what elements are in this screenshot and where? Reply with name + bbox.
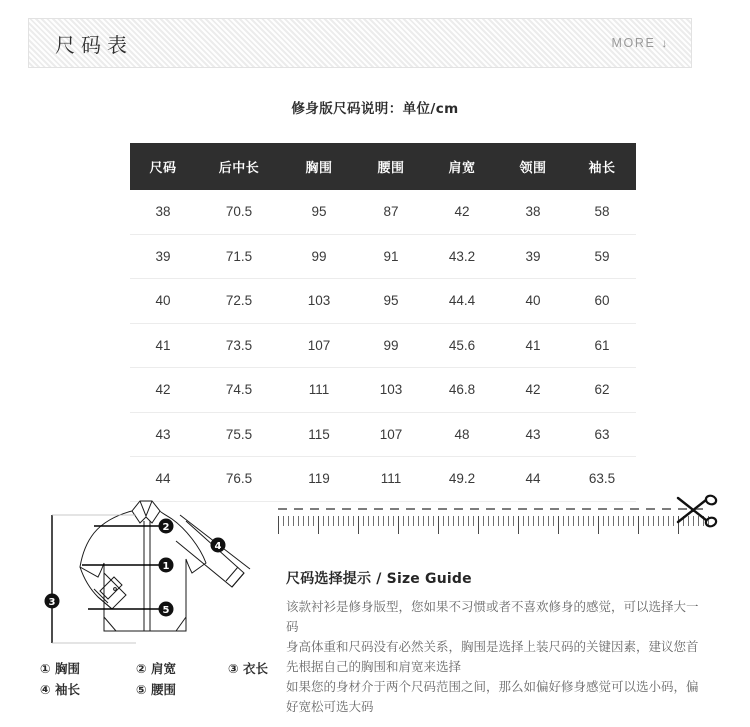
- svg-text:1: 1: [162, 561, 170, 572]
- svg-text:2: 2: [162, 522, 170, 533]
- cell-back-length: 72.5: [196, 279, 282, 324]
- column-header-shoulder: 肩宽: [426, 143, 498, 190]
- cell-collar: 40: [498, 279, 568, 324]
- page-title: 尺码表: [55, 32, 133, 57]
- column-header-size: 尺码: [130, 143, 196, 190]
- cell-bust: 95: [282, 190, 356, 234]
- legend-label-waist: 腰围: [150, 682, 176, 697]
- cell-back-length: 71.5: [196, 234, 282, 279]
- cell-sleeve: 59: [568, 234, 636, 279]
- diagram-marker-2: [159, 519, 174, 534]
- legend-row: [40, 658, 290, 679]
- column-header-bust: 胸围: [282, 143, 356, 190]
- cell-shoulder: 46.8: [426, 368, 498, 413]
- table-row: [130, 368, 636, 413]
- diagram-marker-4: [211, 538, 226, 553]
- legend-row: [40, 679, 290, 700]
- cell-sleeve: 63.5: [568, 457, 636, 502]
- cell-collar: 42: [498, 368, 568, 413]
- legend-number-3: ③: [228, 661, 239, 676]
- diagram-legend: [40, 658, 290, 700]
- cell-sleeve: 60: [568, 279, 636, 324]
- diagram-marker-3: [45, 594, 60, 609]
- cell-back-length: 73.5: [196, 323, 282, 368]
- cell-bust: 119: [282, 457, 356, 502]
- column-header-collar: 领围: [498, 143, 568, 190]
- cell-size: 44: [130, 457, 196, 502]
- svg-text:5: 5: [162, 605, 170, 616]
- table-subtitle: 修身版尺码说明：单位/cm: [291, 101, 459, 117]
- cell-size: 42: [130, 368, 196, 413]
- cell-sleeve: 61: [568, 323, 636, 368]
- legend-number-2: ②: [136, 661, 147, 676]
- size-guide-heading: 尺码选择提示 / Size Guide: [286, 571, 472, 587]
- size-guide-section: [286, 568, 706, 717]
- cell-bust: 103: [282, 279, 356, 324]
- arrow-down-icon: ↓: [661, 36, 669, 50]
- cell-back-length: 76.5: [196, 457, 282, 502]
- diagram-marker-1: [159, 558, 174, 573]
- cell-collar: 41: [498, 323, 568, 368]
- column-header-sleeve: 袖长: [568, 143, 636, 190]
- table-row: [130, 412, 636, 457]
- cell-waist: 87: [356, 190, 426, 234]
- legend-number-1: ①: [40, 661, 51, 676]
- cell-waist: 111: [356, 457, 426, 502]
- svg-text:3: 3: [48, 597, 56, 608]
- legend-item-waist: [136, 679, 228, 700]
- legend-label-length: 衣长: [242, 661, 268, 676]
- legend-item-length: [228, 658, 268, 679]
- legend-number-4: ④: [40, 682, 51, 697]
- legend-item-bust: [40, 658, 136, 679]
- table-row: [130, 234, 636, 279]
- table-row: [130, 457, 636, 502]
- svg-text:4: 4: [214, 541, 222, 552]
- cell-shoulder: 43.2: [426, 234, 498, 279]
- cut-line-decoration: [278, 500, 710, 536]
- cell-size: 41: [130, 323, 196, 368]
- legend-item-shoulder: [136, 658, 228, 679]
- legend-number-5: ⑤: [136, 682, 147, 697]
- cell-sleeve: 63: [568, 412, 636, 457]
- scissors-icon: [674, 492, 718, 532]
- legend-item-sleeve: [40, 679, 136, 700]
- cell-bust: 107: [282, 323, 356, 368]
- more-label: MORE: [611, 36, 656, 50]
- cell-waist: 103: [356, 368, 426, 413]
- cell-sleeve: 58: [568, 190, 636, 234]
- cell-collar: 38: [498, 190, 568, 234]
- cell-waist: 91: [356, 234, 426, 279]
- legend-label-shoulder: 肩宽: [150, 661, 176, 676]
- shirt-measurement-diagram: [36, 497, 278, 657]
- cell-bust: 115: [282, 412, 356, 457]
- cell-shoulder: 45.6: [426, 323, 498, 368]
- cell-size: 39: [130, 234, 196, 279]
- cell-collar: 39: [498, 234, 568, 279]
- size-chart-table: [130, 143, 636, 502]
- cell-shoulder: 44.4: [426, 279, 498, 324]
- table-row: [130, 323, 636, 368]
- size-guide-paragraph-2: 身高体重和尺码没有必然关系，胸围是选择上装尺码的关键因素，建议您首先根据自己的胸围和肩宽来选择: [286, 639, 699, 674]
- cell-waist: 107: [356, 412, 426, 457]
- column-header-waist: 腰围: [356, 143, 426, 190]
- cell-sleeve: 62: [568, 368, 636, 413]
- cell-back-length: 75.5: [196, 412, 282, 457]
- dashed-cut-line: [278, 508, 710, 510]
- size-guide-paragraph-3: 如果您的身材介于两个尺码范围之间，那么如偏好修身感觉可以选小码，偏好宽松可选大码: [286, 679, 699, 714]
- cell-size: 38: [130, 190, 196, 234]
- cell-shoulder: 42: [426, 190, 498, 234]
- cell-collar: 43: [498, 412, 568, 457]
- legend-label-bust: 胸围: [54, 661, 80, 676]
- cell-bust: 99: [282, 234, 356, 279]
- cell-size: 43: [130, 412, 196, 457]
- cell-waist: 99: [356, 323, 426, 368]
- cell-back-length: 70.5: [196, 190, 282, 234]
- size-guide-body: [286, 597, 706, 717]
- size-guide-paragraph-1: 该款衬衫是修身版型，您如果不习惯或者不喜欢修身的感觉，可以选择大一码: [286, 599, 699, 634]
- table-header-row: [130, 143, 636, 190]
- legend-label-sleeve: 袖长: [54, 682, 80, 697]
- cell-bust: 111: [282, 368, 356, 413]
- cell-shoulder: 49.2: [426, 457, 498, 502]
- cell-back-length: 74.5: [196, 368, 282, 413]
- cell-size: 40: [130, 279, 196, 324]
- cell-collar: 44: [498, 457, 568, 502]
- ruler-ticks: [278, 516, 710, 534]
- diagram-marker-5: [159, 602, 174, 617]
- cell-shoulder: 48: [426, 412, 498, 457]
- more-button[interactable]: [611, 36, 669, 50]
- cell-waist: 95: [356, 279, 426, 324]
- table-row: [130, 279, 636, 324]
- table-row: [130, 190, 636, 234]
- size-chart-header-panel: [28, 18, 692, 68]
- table-body: [130, 190, 636, 501]
- column-header-back-length: 后中长: [196, 143, 282, 190]
